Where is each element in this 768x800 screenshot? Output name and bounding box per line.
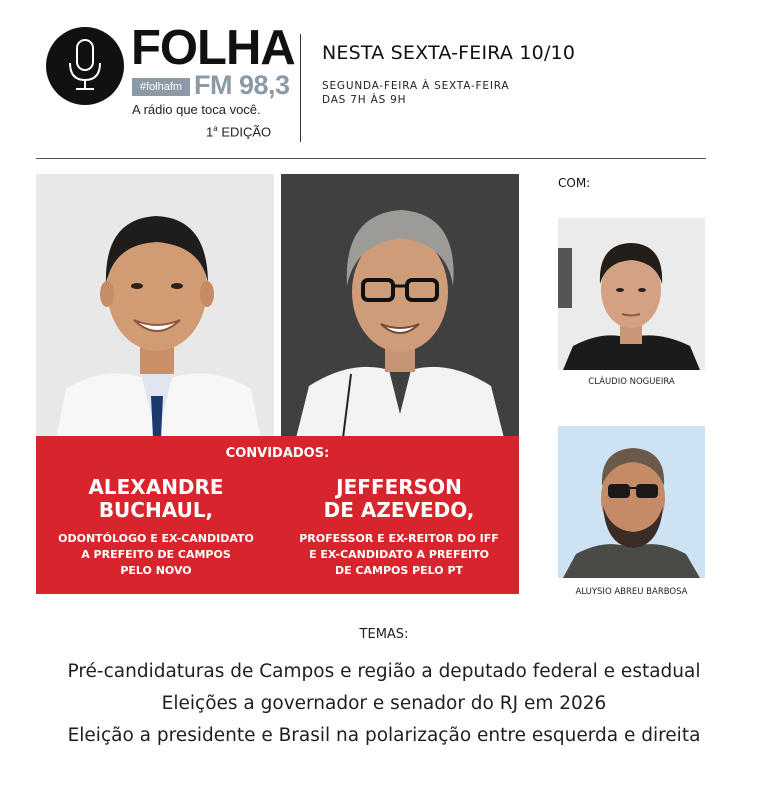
host-name: ALUYSIO ABREU BARBOSA [575,587,688,597]
guest-name-line: DE AZEVEDO, [323,498,475,522]
guest-name [279,476,519,522]
guests-panel [36,436,519,594]
edition-number: 1 [206,124,214,140]
microphone-icon [46,27,124,105]
guest-card [36,476,276,579]
frequency-label: FM 98,3 [194,70,290,100]
schedule-hours: DAS 7H ÀS 9H [322,94,407,106]
guest-photo-1 [36,174,274,438]
topics-label: TEMAS: [359,627,409,642]
guest-name [36,476,276,522]
station-logo [46,27,124,105]
topic-item: Eleição a presidente e Brasil na polarização entre esquerda e direita [67,725,701,746]
guest-desc-line: PELO NOVO [120,564,192,577]
guest-desc-line: DE CAMPOS PELO PT [334,564,464,577]
hashtag-badge: #folhafm [132,78,190,96]
host-name: CLÁUDIO NOGUEIRA [588,377,675,387]
edition-text: EDIÇÃO [221,124,272,140]
guest-description [36,531,276,579]
guest-name-line: ALEXANDRE [88,475,224,499]
guests-heading: CONVIDADOS: [225,446,330,461]
guest-name-line: JEFFERSON [336,475,462,499]
guest-desc-line: A PREFEITO DE CAMPOS [81,548,231,561]
headline: NESTA SEXTA-FEIRA 10/10 [322,42,576,64]
guest-desc-line: E EX-CANDIDATO A PREFEITO [309,548,489,561]
guest-name-line: BUCHAUL, [98,498,214,522]
guest-card [279,476,519,579]
hosts-label: COM: [558,176,591,190]
guest-desc-line: ODONTÓLOGO E EX-CANDIDATO [58,532,254,545]
edition-suffix: a [213,124,218,133]
guest-photo-2 [281,174,519,438]
host-photo-1 [558,218,705,370]
guest-description [279,531,519,579]
schedule-days: SEGUNDA-FEIRA À SEXTA-FEIRA [322,80,510,92]
schedule [322,79,509,107]
host-photo-2 [558,426,705,578]
edition-label [206,124,271,139]
brand-name: FOLHA [131,21,295,75]
header-divider [300,34,301,142]
guest-desc-line: PROFESSOR E EX-REITOR DO IFF [299,532,499,545]
slogan: A rádio que toca você. [132,102,261,117]
topic-item: Pré-candidaturas de Campos e região a deputado federal e estadual [67,661,701,682]
header-rule [36,158,706,159]
topic-item: Eleições a governador e senador do RJ em 2026 [161,693,607,714]
topics-list [0,657,768,753]
